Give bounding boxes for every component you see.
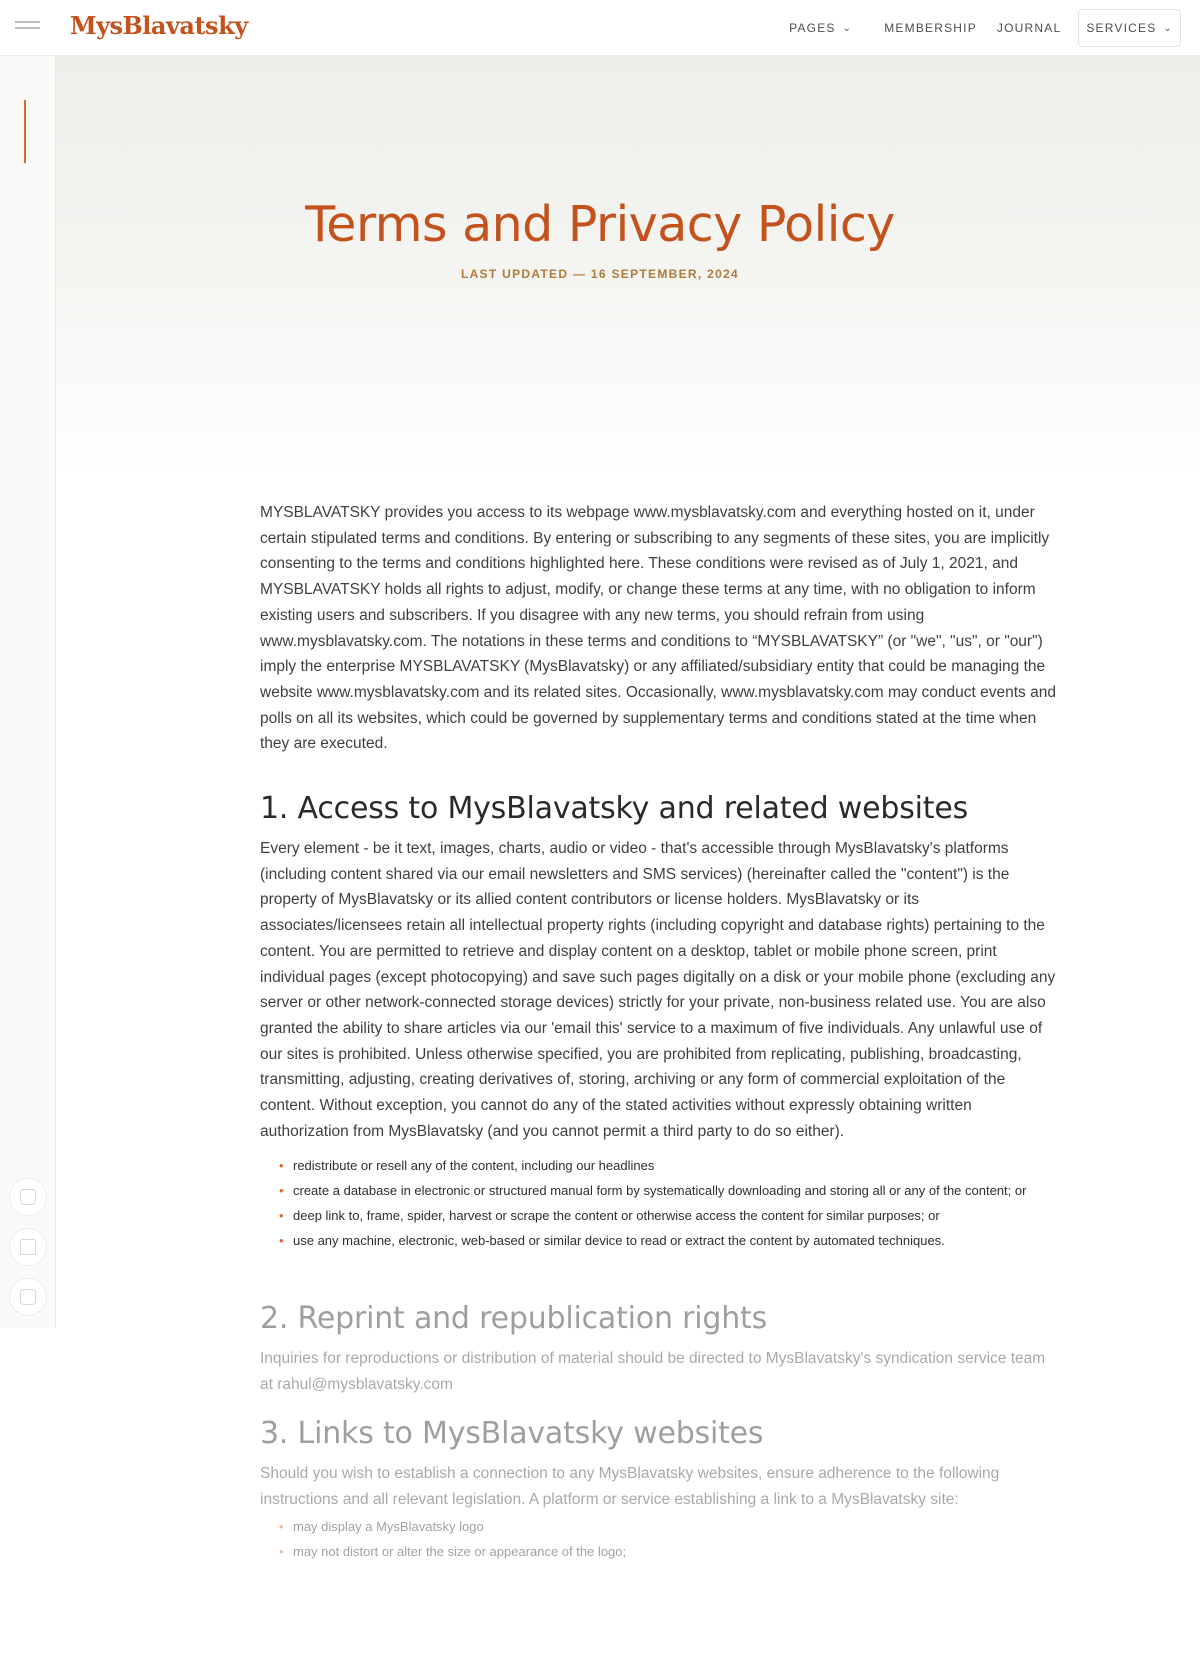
nav-item-pages[interactable]: [789, 21, 852, 35]
list-item: • create a database in electronic or structured manual form by systematically downloading and storing all or any of the content; or: [260, 1181, 1060, 1201]
section-heading-links: 3. Links to MysBlavatsky websites: [260, 1416, 764, 1452]
nav-item-membership-label: MEMBERSHIP: [884, 21, 977, 35]
list-item: • use any machine, electronic, web-based or similar device to read or extract the content by automated techniques.: [260, 1231, 1060, 1251]
left-sidebar: [0, 55, 56, 1328]
page-title: Terms and Privacy Policy: [305, 196, 895, 253]
chevron-down-icon: ⌄: [842, 22, 853, 34]
top-navigation: [0, 0, 1200, 56]
policy-content: [260, 500, 1060, 1567]
nav-item-services[interactable]: [1078, 9, 1181, 47]
hero-banner: [55, 55, 1200, 475]
list-item: • may not distort or alter the size or appearance of the logo;: [260, 1542, 1060, 1562]
intro-paragraph: MYSBLAVATSKY provides you access to its webpage www.mysblavatsky.com and everything hosted on it, under certain stipulated terms and conditions. By entering or subscribing to any segments of these sites, you are implicitly consenting to the terms and conditions highlighted here. These conditions were revised as of July 1, 2021, and MYSBLAVATSKY holds all rights to adjust, modify, or change these terms at any time, with no obligation to inform existing users and subscribers. If you disagree with any new terms, you should refrain from using www.mysblavatsky.com. The notations in these terms and conditions to “MYSBLAVATSKY” (or "we", "us", or "our") imply the enterprise MYSBLAVATSKY (MysBlavatsky) or any affiliated/subsidiary entity that could be managing the website www.mysblavatsky.com and its related sites. Occasionally, www.mysblavatsky.com may conduct events and polls on all its websites, which could be governed by supplementary terms and conditions stated at the time when they are executed.: [260, 504, 1056, 753]
section-heading-access: 1. Access to MysBlavatsky and related websites: [260, 791, 969, 827]
nav-item-services-label: SERVICES: [1086, 21, 1157, 35]
nav-item-journal-label: JOURNAL: [996, 21, 1062, 35]
section-body-links: Should you wish to establish a connection to any MysBlavatsky websites, ensure adherence to the following instructions and all relevant legislation. A platform or service establishing a link to a MysBlavatsky site:: [260, 1465, 1000, 1509]
chevron-down-icon: ⌄: [1163, 22, 1173, 34]
instagram-glyph: [20, 1189, 36, 1205]
youtube-icon[interactable]: [9, 1278, 47, 1316]
nav-item-journal[interactable]: [997, 21, 1061, 35]
nav-item-membership[interactable]: [884, 21, 977, 35]
linkedin-glyph: [20, 1239, 36, 1255]
logo-rules-list: [260, 1517, 1060, 1562]
progress-indicator: [24, 100, 26, 163]
section-heading-reprint: 2. Reprint and republication rights: [260, 1301, 768, 1337]
main-menu: [769, 10, 1181, 46]
linkedin-icon[interactable]: [9, 1228, 47, 1266]
list-item: • deep link to, frame, spider, harvest or scrape the content or otherwise access the content for similar purposes; or: [260, 1206, 1060, 1226]
last-updated-date: LAST UPDATED — 16 SEPTEMBER, 2024: [460, 267, 740, 281]
section-access: [260, 791, 1060, 1251]
list-item: • redistribute or resell any of the content, including our headlines: [260, 1156, 1060, 1176]
section-body-access: Every element - be it text, images, charts, audio or video - that's accessible through MysBlavatsky's platforms (including content shared via our email newsletters and SMS services) (hereinafter called the "content") is the property of MysBlavatsky or its allied content contributors or license holders. MysBlavatsky or its associates/licensees retain all intellectual property rights (including copyright and database rights) pertaining to the content. You are permitted to retrieve and display content on a desktop, tablet or mobile phone screen, print individual pages (except photocopying) and save such pages digitally on a disk or your mobile phone (excluding any server or other network-connected storage devices) strictly for your private, non-business related use. You are also granted the ability to share articles via our 'email this' service to a maximum of five individuals. Any unlawful use of our sites is prohibited. Unless otherwise specified, you are prohibited from replicating, publishing, broadcasting, transmitting, adjusting, creating derivatives of, storing, archiving or any form of commercial exploitation of the content. Without exception, you cannot do any of the stated activities without expressly obtaining written authorization from MysBlavatsky (and you cannot permit a third party to do so either).: [260, 840, 1056, 1140]
hamburger-menu-icon[interactable]: [15, 21, 40, 35]
section-links: [260, 1416, 1060, 1561]
youtube-glyph: [20, 1289, 36, 1305]
section-reprint: [260, 1301, 1060, 1394]
restrictions-list: [260, 1156, 1060, 1251]
instagram-icon[interactable]: [9, 1178, 47, 1216]
nav-item-pages-label: PAGES: [789, 21, 836, 35]
list-item: • may display a MysBlavatsky logo: [260, 1517, 1060, 1537]
section-body-reprint: Inquiries for reproductions or distribution of material should be directed to MysBlavatsky's syndication service team at rahul@mysblavatsky.com: [260, 1350, 1046, 1394]
site-logo[interactable]: MysBlavatsky: [70, 11, 248, 40]
section-body-reprint-clip: [260, 1346, 1060, 1394]
